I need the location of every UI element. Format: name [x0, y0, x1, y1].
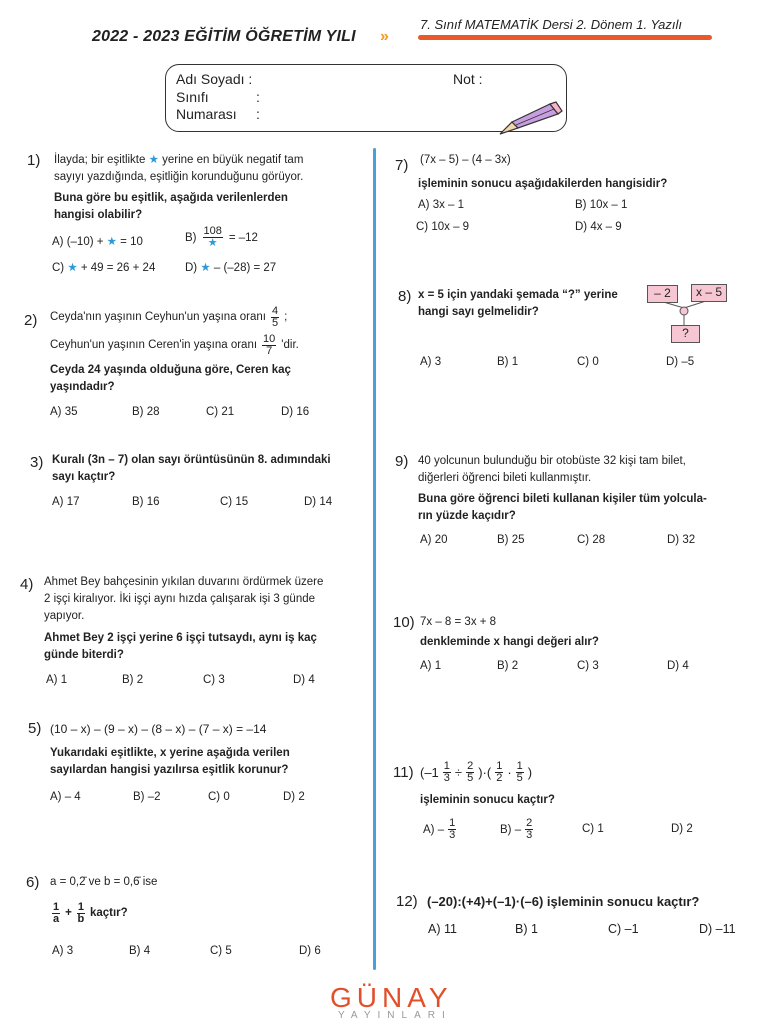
q9-option-b[interactable]: B) 25 — [497, 534, 525, 546]
q8-question-2: hangi sayı gelmelidir? — [418, 306, 539, 318]
q11-option-c[interactable]: C) 1 — [582, 823, 604, 835]
q9-number: 9) — [395, 453, 409, 470]
q2-fraction-1-num: 4 — [272, 305, 279, 317]
q6-option-d[interactable]: D) 6 — [299, 945, 321, 957]
q2-fraction-2-den: 7 — [266, 345, 273, 357]
q8-option-c[interactable]: C) 0 — [577, 356, 599, 368]
class-colon: : — [256, 89, 260, 105]
q6-fraction-b-den: b — [77, 913, 85, 925]
q2-text-2 — [50, 334, 299, 357]
q3-option-b[interactable]: B) 16 — [132, 496, 160, 508]
class-label: Sınıfı — [176, 89, 209, 105]
q6-question — [50, 902, 128, 925]
q11-part-2: )·( — [478, 765, 492, 780]
q1-question-1: Buna göre bu eşitlik, aşağıda verilenlerden — [54, 192, 288, 204]
q8-option-b[interactable]: B) 1 — [497, 356, 519, 368]
q6-fraction-a-den: a — [53, 913, 60, 925]
q2-text-2-tail: 'dir. — [281, 339, 299, 351]
q11-fraction-3-num: 1 — [496, 760, 503, 772]
q11-fraction-2-num: 2 — [467, 760, 474, 772]
q2-fraction-1 — [271, 306, 279, 329]
q3-option-a[interactable]: A) 17 — [52, 496, 80, 508]
publisher-logo: GÜNAY — [330, 982, 453, 1013]
q11-option-a-fraction — [448, 818, 456, 841]
q10-option-c[interactable]: C) 3 — [577, 660, 599, 672]
q2-text-1-tail: ; — [284, 311, 288, 323]
q7-question: işleminin sonucu aşağıdakilerden hangisidir? — [418, 178, 668, 190]
q11-fraction-1 — [443, 761, 451, 784]
q10-question: denkleminde x hangi değeri alır? — [420, 636, 599, 648]
q6-fraction-a — [52, 902, 60, 925]
q3-option-c[interactable]: C) 15 — [220, 496, 249, 508]
q11-fraction-4-num: 1 — [516, 760, 523, 772]
q5-option-c[interactable]: C) 0 — [208, 791, 230, 803]
q4-option-c[interactable]: C) 3 — [203, 674, 225, 686]
q10-option-d[interactable]: D) 4 — [667, 660, 689, 672]
q11-option-d[interactable]: D) 2 — [671, 823, 693, 835]
pencil-icon — [496, 100, 568, 140]
q11-question: işleminin sonucu kaçtır? — [420, 794, 555, 806]
q3-question-1: Kuralı (3n – 7) olan sayı örüntüsünün 8. adımındaki — [52, 454, 331, 466]
q11-option-b[interactable] — [500, 818, 535, 841]
exam-title: 7. Sınıf MATEMATİK Dersi 2. Dönem 1. Yazılı — [420, 17, 683, 32]
q7-option-c[interactable]: C) 10x – 9 — [416, 221, 470, 233]
q4-text-3: yapıyor. — [44, 610, 85, 622]
q5-number: 5) — [28, 720, 42, 737]
q10-expression: 7x – 8 = 3x + 8 — [420, 616, 497, 628]
q2-question-1: Ceyda 24 yaşında olduğuna göre, Ceren kaç — [50, 364, 291, 376]
q8-option-a[interactable]: A) 3 — [420, 356, 442, 368]
q10-option-b[interactable]: B) 2 — [497, 660, 519, 672]
q9-option-a[interactable]: A) 20 — [420, 534, 448, 546]
q6-question-tail: kaçtır? — [89, 907, 128, 919]
q6-fraction-b-num: 1 — [77, 901, 84, 913]
number-colon: : — [256, 106, 260, 122]
q5-option-a[interactable]: A) – 4 — [50, 791, 81, 803]
q10-number: 10) — [393, 614, 415, 631]
q12-option-c[interactable]: C) –1 — [608, 922, 639, 936]
q11-fraction-2 — [466, 761, 474, 784]
q1-option-c[interactable]: C) ★ + 49 = 26 + 24 — [52, 262, 156, 274]
q11-part-3: ) — [527, 765, 533, 780]
q5-question-1: Yukarıdaki eşitlikte, x yerine aşağıda verilen — [50, 747, 290, 759]
q1-option-b[interactable] — [185, 226, 258, 249]
q10-option-a[interactable]: A) 1 — [420, 660, 442, 672]
q2-fraction-2-num: 10 — [263, 333, 276, 345]
q3-number: 3) — [30, 454, 44, 471]
q8-box-x-minus-five: x – 5 — [691, 284, 727, 302]
q8-box-minus-two: – 2 — [647, 285, 678, 303]
q8-number: 8) — [398, 288, 412, 305]
q3-option-d[interactable]: D) 14 — [304, 496, 333, 508]
q9-text-2: diğerleri öğrenci bileti kullanmıştır. — [418, 472, 592, 484]
q6-number: 6) — [26, 874, 40, 891]
q1-text-2: sayıyı yazdığında, eşitliğin korunduğunu görüyor. — [54, 171, 304, 183]
q1-option-b-denominator: ★ — [207, 237, 218, 249]
q11-option-a-label: A) – — [423, 823, 445, 836]
q7-number: 7) — [395, 157, 409, 174]
q6-expression: a = 0,2̄ ve b = 0,6̄ ise — [50, 876, 158, 888]
q2-fraction-1-den: 5 — [272, 317, 279, 329]
q1-option-b-value: = –12 — [228, 231, 258, 244]
q11-multiply: · — [507, 765, 512, 780]
q5-option-b[interactable]: B) –2 — [133, 791, 161, 803]
q6-fraction-b — [77, 902, 85, 925]
q1-option-b-label: B) — [185, 231, 197, 244]
q11-fraction-1-den: 3 — [443, 772, 450, 784]
q7-expression: (7x – 5) – (4 – 3x) — [420, 154, 511, 166]
q6-option-b[interactable]: B) 4 — [129, 945, 151, 957]
q9-option-d[interactable]: D) 32 — [667, 534, 696, 546]
q11-option-b-fraction — [525, 818, 533, 841]
q1-text-1: İlayda; bir eşitlikte ★ yerine en büyük negatif tam — [54, 154, 304, 166]
q2-option-c[interactable]: C) 21 — [206, 406, 235, 418]
q6-fraction-a-num: 1 — [53, 901, 60, 913]
q11-divide: ÷ — [454, 765, 463, 780]
q2-text-1 — [50, 306, 287, 329]
header-accent-bar — [418, 35, 712, 40]
q11-option-b-den: 3 — [526, 829, 533, 841]
q12-option-a[interactable]: A) 11 — [428, 922, 457, 936]
double-chevron-icon: » — [380, 28, 389, 45]
q4-text-2: 2 işçi kiralıyor. İki işçi aynı hızda çalışarak işi 3 günde — [44, 593, 316, 605]
q1-option-b-fraction — [203, 226, 223, 249]
q5-expression: (10 – x) – (9 – x) – (8 – x) – (7 – x) = –14 — [50, 722, 267, 736]
q9-option-c[interactable]: C) 28 — [577, 534, 606, 546]
q2-fraction-2 — [262, 334, 276, 357]
q9-text-1: 40 yolcunun bulunduğu bir otobüste 32 kişi tam bilet, — [418, 455, 686, 467]
q12-expression: (–20):(+4)+(–1)·(–6) işleminin sonucu kaçtır? — [427, 894, 700, 909]
q7-option-d[interactable]: D) 4x – 9 — [575, 221, 622, 233]
q11-option-a-den: 3 — [449, 829, 456, 841]
q2-option-a[interactable]: A) 35 — [50, 406, 78, 418]
q11-part-1: (–1 — [420, 765, 439, 780]
q11-fraction-2-den: 5 — [467, 772, 474, 784]
publisher-logo-subtitle: YAYINLARI — [338, 1010, 452, 1021]
q4-question-1: Ahmet Bey 2 işçi yerine 6 işçi tutsaydı, aynı iş kaç — [44, 632, 317, 644]
q1-number: 1) — [27, 152, 41, 169]
q9-question-2: rın yüzde kaçıdır? — [418, 510, 516, 522]
q1-option-a[interactable]: A) (–10) + ★ = 10 — [52, 236, 143, 248]
q11-option-a[interactable] — [423, 818, 458, 841]
column-divider — [373, 148, 376, 970]
q4-text-1: Ahmet Bey bahçesinin yıkılan duvarını ördürmek üzere — [44, 576, 324, 588]
q11-option-a-num: 1 — [449, 817, 456, 829]
q12-option-b[interactable]: B) 1 — [515, 922, 538, 936]
q8-option-d[interactable]: D) –5 — [666, 356, 695, 368]
q6-option-a[interactable]: A) 3 — [52, 945, 74, 957]
q6-plus: + — [65, 907, 72, 919]
q7-option-a[interactable]: A) 3x – 1 — [418, 199, 465, 211]
q8-question-1: x = 5 için yandaki şemada “?” yerine — [418, 289, 618, 301]
q2-text-2-lead: Ceyhun'un yaşının Ceren'in yaşına oranı — [50, 339, 258, 351]
q11-fraction-1-num: 1 — [443, 760, 450, 772]
q2-question-2: yaşındadır? — [50, 381, 115, 393]
q11-option-b-label: B) – — [500, 823, 522, 836]
q11-fraction-3-den: 2 — [496, 772, 503, 784]
q4-question-2: günde biterdi? — [44, 649, 124, 661]
q11-fraction-4-den: 5 — [516, 772, 523, 784]
q11-expression — [420, 761, 532, 784]
q2-option-d[interactable]: D) 16 — [281, 406, 310, 418]
q1-option-b-numerator: 108 — [203, 225, 222, 237]
q4-option-b[interactable]: B) 2 — [122, 674, 144, 686]
q5-question-2: sayılardan hangisi yazılırsa eşitlik korunur? — [50, 764, 289, 776]
q3-question-2: sayı kaçtır? — [52, 471, 116, 483]
q12-number: 12) — [396, 893, 418, 910]
q2-option-b[interactable]: B) 28 — [132, 406, 160, 418]
q11-option-b-num: 2 — [526, 817, 533, 829]
q7-option-b[interactable]: B) 10x – 1 — [575, 199, 628, 211]
q2-text-1-lead: Ceyda'nın yaşının Ceyhun'un yaşına oranı — [50, 311, 267, 323]
name-label: Adı Soyadı : — [176, 71, 253, 87]
q8-box-question: ? — [671, 325, 700, 343]
q1-option-d[interactable]: D) ★ – (–28) = 27 — [185, 262, 277, 274]
q4-option-a[interactable]: A) 1 — [46, 674, 68, 686]
q2-number: 2) — [24, 312, 38, 329]
q6-option-c[interactable]: C) 5 — [210, 945, 232, 957]
q1-question-2: hangisi olabilir? — [54, 209, 143, 221]
number-label: Numarası — [176, 106, 237, 122]
q4-number: 4) — [20, 576, 34, 593]
q11-fraction-3 — [495, 761, 503, 784]
q12-option-d[interactable]: D) –11 — [699, 922, 736, 936]
q9-question-1: Buna göre öğrenci bileti kullanan kişiler tüm yolcula- — [418, 493, 707, 505]
q11-fraction-4 — [516, 761, 524, 784]
grade-label: Not : — [453, 71, 483, 87]
q11-number: 11) — [393, 764, 414, 781]
q5-option-d[interactable]: D) 2 — [283, 791, 305, 803]
q4-option-d[interactable]: D) 4 — [293, 674, 315, 686]
school-year-title: 2022 - 2023 EĞİTİM ÖĞRETİM YILI — [92, 28, 356, 45]
